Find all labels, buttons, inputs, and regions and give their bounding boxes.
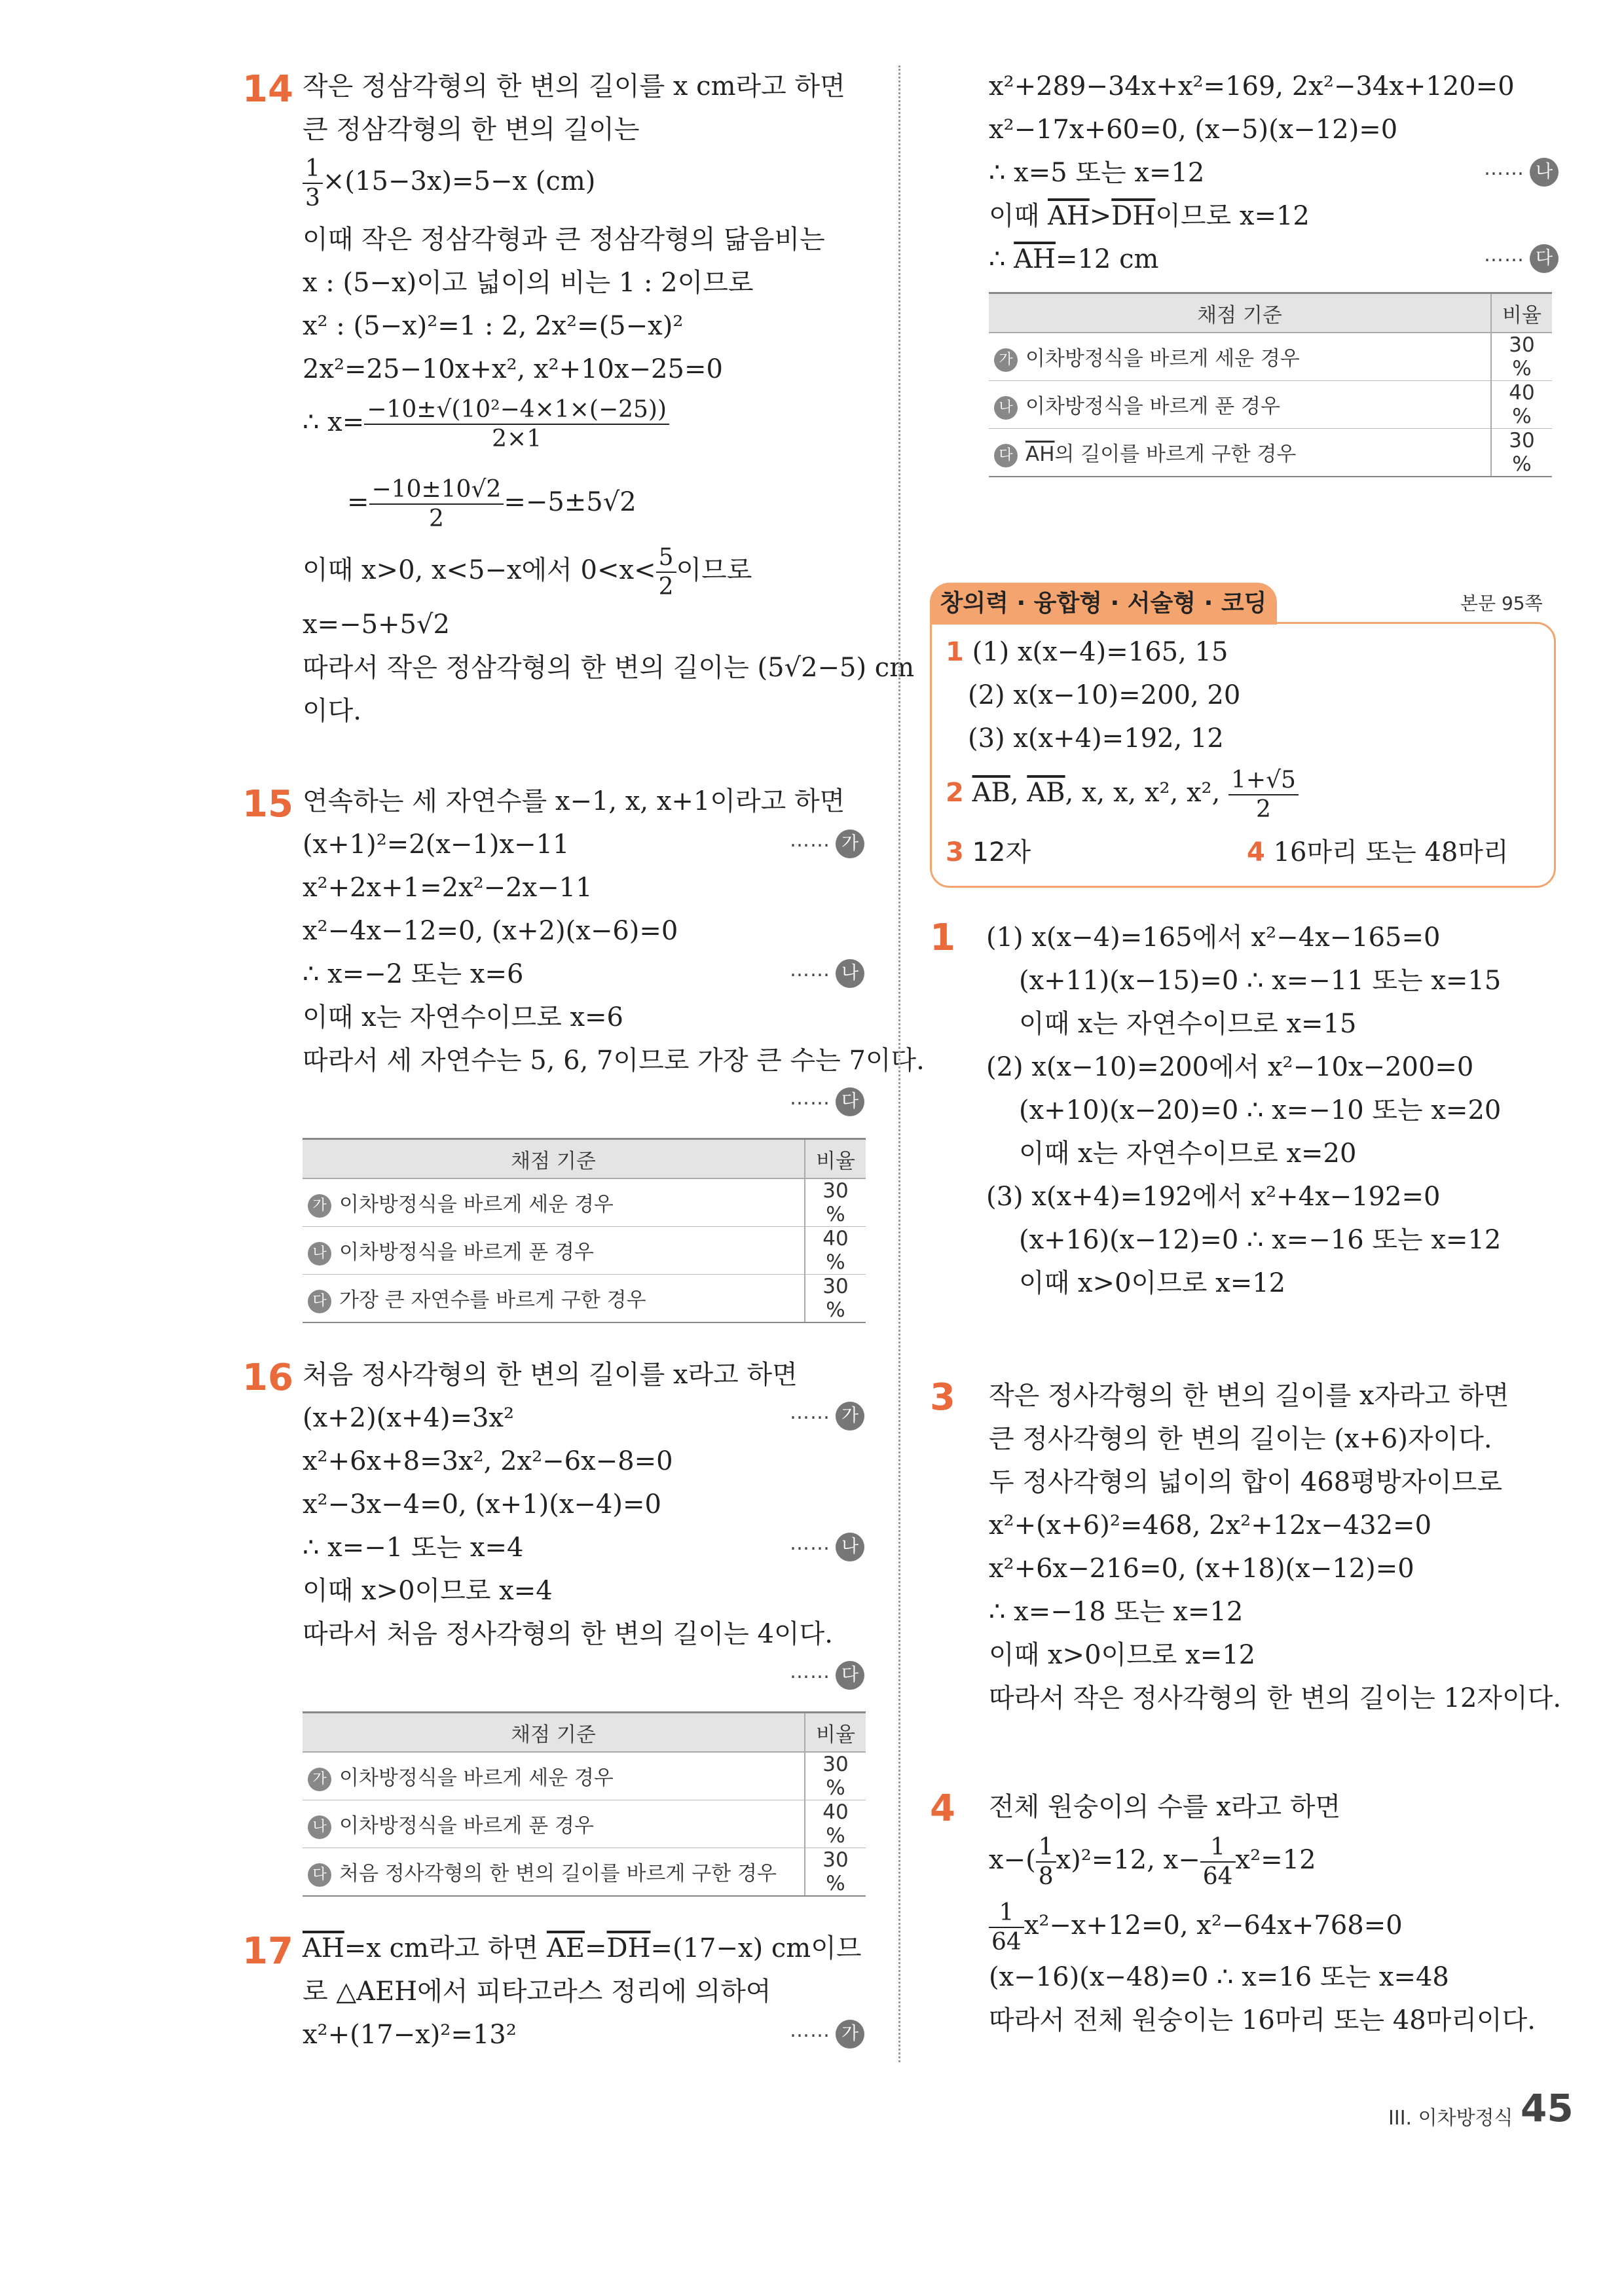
p17-line-3: x²+(17−x)²=13² bbox=[303, 2020, 517, 2050]
s3-line-8: 따라서 작은 정사각형의 한 변의 길이는 12자이다. bbox=[989, 1683, 1562, 1713]
table-header-ratio: 비율 bbox=[805, 1139, 866, 1179]
simplified-fraction: $\frac{-10\pm 10√2}{2}$ bbox=[369, 475, 504, 533]
p16-marker-da: …… 다 bbox=[790, 1660, 864, 1690]
summary-item-4: 4 16마리 또는 48마리 bbox=[1247, 837, 1509, 867]
p17-right-line-3: ∴ x=5 또는 x=12 bbox=[989, 158, 1205, 188]
table-row: 다 처음 정사각형의 한 변의 길이를 바르게 구한 경우 30 % bbox=[303, 1848, 866, 1897]
p17-marker-da: …… 다 bbox=[1484, 244, 1559, 273]
p14-line-6: x² : (5−x)²=1 : 2, 2x²=(5−x)² bbox=[303, 311, 684, 341]
p14-line-3: $\frac{1}{3}$ ×(15−3x)=5−x (cm) bbox=[303, 155, 595, 212]
p15-scoring-table bbox=[303, 1138, 866, 1323]
s4-line-3: $\frac{1}{64}$ x²−x+12=0, x²−64x+768=0 bbox=[989, 1899, 1403, 1956]
solution-4-number: 4 bbox=[930, 1787, 955, 1830]
s3-line-3: 두 정사각형의 넓이의 합이 468평방자이므로 bbox=[989, 1467, 1503, 1497]
p14-line-5: x : (5−x)이고 넓이의 비는 1 : 2이므로 bbox=[303, 268, 754, 298]
summary-item-1-3: (3) x(x+4)=192, 12 bbox=[968, 723, 1224, 754]
s1-line-1: (1) x(x−4)=165에서 x²−4x−165=0 bbox=[986, 922, 1441, 953]
column-divider bbox=[898, 65, 900, 2062]
p16-line-3: x²+6x+8=3x², 2x²−6x−8=0 bbox=[303, 1446, 673, 1476]
p16-line-2: (x+2)(x+4)=3x² bbox=[303, 1403, 515, 1433]
table-row: 나 이차방정식을 바르게 푼 경우 40 % bbox=[303, 1800, 866, 1848]
p15-marker-da: …… 다 bbox=[790, 1087, 864, 1116]
p16-line-1: 처음 정사각형의 한 변의 길이를 x라고 하면 bbox=[303, 1360, 798, 1390]
table-header-ratio: 비율 bbox=[1491, 293, 1552, 333]
p16-marker-na: …… 나 bbox=[790, 1532, 864, 1561]
p15-line-2: (x+1)²=2(x−1)x−11 bbox=[303, 829, 570, 860]
problem-17-number: 17 bbox=[242, 1930, 293, 1973]
table-header-ratio: 비율 bbox=[805, 1713, 866, 1753]
summary-item-1: 1 (1) x(x−4)=165, 15 bbox=[946, 637, 1228, 667]
p16-marker-ga: …… 가 bbox=[790, 1401, 864, 1430]
s1-line-6: 이때 x는 자연수이므로 x=20 bbox=[1019, 1139, 1357, 1169]
fraction-one-eighth: $\frac{1}{8}$ bbox=[1036, 1833, 1056, 1891]
fraction-one-sixty-fourth: $\frac{1}{64}$ bbox=[989, 1899, 1024, 1956]
problem-16-number: 16 bbox=[242, 1357, 293, 1399]
s3-line-4: x²+(x+6)²=468, 2x²+12x−432=0 bbox=[989, 1510, 1432, 1540]
solution-1-number: 1 bbox=[930, 917, 955, 959]
table-row: 가 이차방정식을 바르게 세운 경우 30 % bbox=[303, 1752, 866, 1800]
p14-line-1: 작은 정삼각형의 한 변의 길이를 x cm라고 하면 bbox=[303, 71, 845, 101]
s3-line-5: x²+6x−216=0, (x+18)(x−12)=0 bbox=[989, 1554, 1414, 1584]
s3-line-2: 큰 정사각형의 한 변의 길이는 (x+6)자이다. bbox=[989, 1424, 1492, 1454]
s1-line-3: 이때 x는 자연수이므로 x=15 bbox=[1019, 1009, 1357, 1039]
p16-line-7: 따라서 처음 정사각형의 한 변의 길이는 4이다. bbox=[303, 1619, 833, 1649]
p16-line-6: 이때 x>0이므로 x=4 bbox=[303, 1576, 553, 1606]
s4-line-2: x−( $\frac{1}{8}$ x)²=12, x− $\frac{1}{64}$ x²=12 bbox=[989, 1834, 1316, 1891]
p14-line-9: = $\frac{-10\pm 10√2}{2}$ =−5±5√2 bbox=[347, 476, 637, 533]
p17-right-line-4: 이때 $\overline{AH}>\overline{DH}$이므로 x=12 bbox=[989, 201, 1310, 231]
table-row: 나 이차방정식을 바르게 푼 경우 40 % bbox=[989, 381, 1552, 429]
table-header-criteria: 채점 기준 bbox=[303, 1139, 805, 1179]
p17-right-line-5: ∴ $\overline{AH}=12$ cm bbox=[989, 244, 1159, 274]
fraction-one-third: $\frac{1}{3}$ bbox=[303, 155, 323, 212]
section-tag: 창의력 · 융합형 · 서술형 · 코딩 bbox=[930, 583, 1277, 625]
p15-line-6: 이때 x는 자연수이므로 x=6 bbox=[303, 1002, 623, 1032]
chapter-label: III. 이차방정식 bbox=[1388, 2107, 1513, 2130]
golden-ratio-fraction: $\frac{1+√5}{2}$ bbox=[1228, 766, 1299, 824]
page-number: 45 bbox=[1521, 2086, 1574, 2130]
s3-line-6: ∴ x=−18 또는 x=12 bbox=[989, 1597, 1244, 1627]
table-header-criteria: 채점 기준 bbox=[989, 293, 1491, 333]
s4-line-5: 따라서 전체 원숭이는 16마리 또는 48마리이다. bbox=[989, 2005, 1536, 2035]
s1-line-7: (3) x(x+4)=192에서 x²+4x−192=0 bbox=[986, 1182, 1441, 1212]
p17-line-1: $\overline{AH}=x$ cm라고 하면 $\overline{AE}=\overline{DH}=(17-x)$ cm이므 bbox=[303, 1933, 862, 1963]
table-row: 가 이차방정식을 바르게 세운 경우 30 % bbox=[303, 1178, 866, 1227]
p14-line-12: 따라서 작은 정삼각형의 한 변의 길이는 (5√2−5) cm bbox=[303, 653, 915, 683]
quadratic-formula-fraction: $\frac{\text{−10±√(10²−4×1×(−25))}}{2\times 1}$ bbox=[364, 395, 669, 453]
table-row: 가 이차방정식을 바르게 세운 경우 30 % bbox=[989, 333, 1552, 381]
p14-line-2: 큰 정삼각형의 한 변의 길이는 bbox=[303, 115, 640, 145]
p17-right-line-1: x²+289−34x+x²=169, 2x²−34x+120=0 bbox=[989, 71, 1515, 101]
p17-line-2: 로 △AEH에서 피타고라스 정리에 의하여 bbox=[303, 1977, 771, 2007]
solution-3-number: 3 bbox=[930, 1376, 955, 1419]
p14-line-11: x=−5+5√2 bbox=[303, 610, 450, 640]
p17-marker-na: …… 나 bbox=[1484, 157, 1559, 187]
summary-item-2: 2 $\overline{AB}$, $\overline{AB}$, x, x, x², x², $\frac{1+√5}{2}$ bbox=[946, 766, 1299, 824]
p14-line-8: ∴ x= $\frac{\text{−10±√(10²−4×1×(−25))}}{2\times 1}$ bbox=[303, 395, 669, 453]
p17-scoring-table bbox=[989, 292, 1552, 477]
s1-line-5: (x+10)(x−20)=0 ∴ x=−10 또는 x=20 bbox=[1019, 1095, 1502, 1125]
s1-line-2: (x+11)(x−15)=0 ∴ x=−11 또는 x=15 bbox=[1019, 966, 1502, 996]
fraction-five-halves: $\frac{5}{2}$ bbox=[656, 543, 676, 601]
p15-line-1: 연속하는 세 자연수를 x−1, x, x+1이라고 하면 bbox=[303, 786, 845, 816]
p15-marker-ga: …… 가 bbox=[790, 829, 864, 858]
s1-line-9: 이때 x>0이므로 x=12 bbox=[1019, 1268, 1286, 1298]
table-row: 다 $\overline{AH}$의 길이를 바르게 구한 경우 30 % bbox=[989, 429, 1552, 477]
p16-line-4: x²−3x−4=0, (x+1)(x−4)=0 bbox=[303, 1489, 661, 1520]
problem-15-number: 15 bbox=[242, 783, 293, 826]
p16-line-5: ∴ x=−1 또는 x=4 bbox=[303, 1533, 524, 1563]
s3-line-1: 작은 정사각형의 한 변의 길이를 x자라고 하면 bbox=[989, 1381, 1509, 1411]
table-row: 나 이차방정식을 바르게 푼 경우 40 % bbox=[303, 1227, 866, 1275]
s4-line-4: (x−16)(x−48)=0 ∴ x=16 또는 x=48 bbox=[989, 1962, 1449, 1992]
s1-line-4: (2) x(x−10)=200에서 x²−10x−200=0 bbox=[986, 1052, 1474, 1082]
p14-line-4: 이때 작은 정삼각형과 큰 정삼각형의 닮음비는 bbox=[303, 225, 825, 255]
p15-line-4: x²−4x−12=0, (x+2)(x−6)=0 bbox=[303, 916, 678, 946]
s3-line-7: 이때 x>0이므로 x=12 bbox=[989, 1640, 1256, 1670]
fraction-one-sixty-fourth: $\frac{1}{64}$ bbox=[1200, 1833, 1236, 1891]
problem-14-number: 14 bbox=[242, 68, 293, 111]
table-row: 다 가장 큰 자연수를 바르게 구한 경우 30 % bbox=[303, 1275, 866, 1323]
s1-line-8: (x+16)(x−12)=0 ∴ x=−16 또는 x=12 bbox=[1019, 1225, 1502, 1255]
p15-line-7: 따라서 세 자연수는 5, 6, 7이므로 가장 큰 수는 7이다. bbox=[303, 1046, 925, 1076]
p16-scoring-table bbox=[303, 1711, 866, 1897]
p15-line-5: ∴ x=−2 또는 x=6 bbox=[303, 959, 524, 989]
p14-line-10: 이때 x>0, x<5−x에서 0<x< $\frac{5}{2}$ 이므로 bbox=[303, 544, 752, 601]
s4-line-1: 전체 원숭이의 수를 x라고 하면 bbox=[989, 1792, 1341, 1822]
table-header-criteria: 채점 기준 bbox=[303, 1713, 805, 1753]
p17-right-line-2: x²−17x+60=0, (x−5)(x−12)=0 bbox=[989, 115, 1398, 145]
p14-line-13: 이다. bbox=[303, 696, 361, 726]
p15-line-3: x²+2x+1=2x²−2x−11 bbox=[303, 873, 593, 903]
p15-marker-na: …… 나 bbox=[790, 958, 864, 988]
p14-line-7: 2x²=25−10x+x², x²+10x−25=0 bbox=[303, 354, 723, 384]
summary-item-1-2: (2) x(x−10)=200, 20 bbox=[968, 680, 1241, 710]
page-reference: 본문 95쪽 bbox=[1460, 592, 1543, 614]
summary-item-3: 3 12자 bbox=[946, 837, 1031, 867]
p17-marker-ga: …… 가 bbox=[790, 2019, 864, 2049]
